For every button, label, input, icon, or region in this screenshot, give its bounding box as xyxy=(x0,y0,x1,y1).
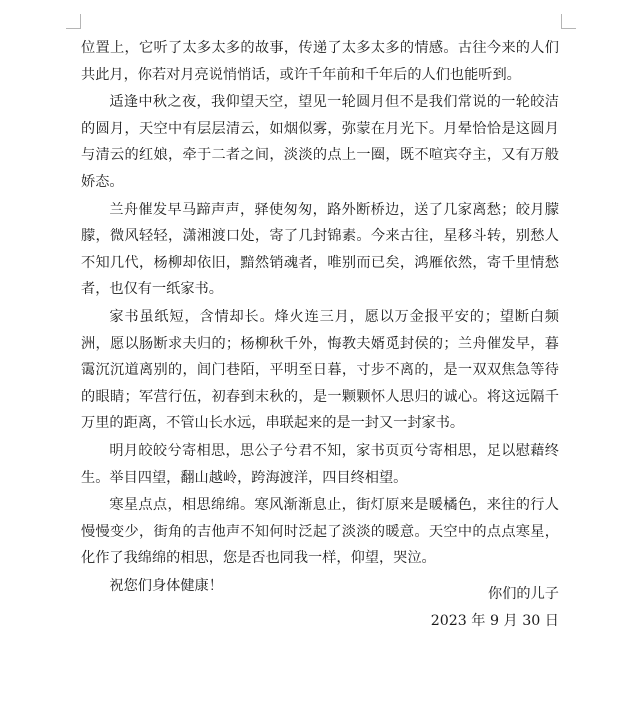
document-body xyxy=(81,35,559,600)
paragraph-1: 位置上，它听了太多太多的故事，传递了太多太多的情感。古往今来的人们共此月，你若对月亮说悄悄话，或许千年前和千年后的人们也能听到。 xyxy=(81,40,559,83)
margin-marker-top-right xyxy=(561,14,576,29)
paragraph-4: 家书虽纸短，含情却长。烽火连三月，愿以万金报平安的；望断白频洲，愿以肠断求夫归的；杨柳秋千外，悔教夫婿觅封侯的；兰舟催发早，暮霭沉沉道离别的，闾门巷陌，平明至日暮，寸步不离的，是一双双焦急等待的眼睛；军营行伍，初春到末秋的，是一颗颗怀人思归的诚心。将这远隔千万里的距离，不管山长水远，串联起来的是一封又一封家书。 xyxy=(81,308,559,432)
signature-date: 2023 年 9 月 30 日 xyxy=(430,612,559,629)
paragraph-6: 寒星点点，相思绵绵。寒风渐渐息止，街灯原来是暖橘色，来往的行人慢慢变少，街角的吉他声不知何时泛起了淡淡的暖意。天空中的点点寒星，化作了我绵绵的相思，您是否也同我一样，仰望，哭泣。 xyxy=(81,497,559,567)
signature-block xyxy=(431,581,559,634)
margin-marker-top-left xyxy=(66,14,81,29)
signature-author: 你们的儿子 xyxy=(488,586,559,602)
paragraph-3: 兰舟催发早马蹄声声，驿使匆匆，路外断桥边，送了几家离愁；皎月朦朦，微风轻轻，潇湘渡口处，寄了几封锦素。今来古往，星移斗转，别愁人不知几代，杨柳却依旧，黯然销魂者，唯别而已矣，鸿雁依然，寄千里情愁者，也仅有一纸家书。 xyxy=(81,201,559,298)
paragraph-closing: 祝您们身体健康！ xyxy=(109,577,223,594)
paragraph-2: 适逢中秋之夜，我仰望天空，望见一轮圆月但不是我们常说的一轮皎洁的圆月，天空中有层层清云，如烟似雾，弥蒙在月光下。月晕恰恰是这圆月与清云的红娘，牵于二者之间，淡淡的点上一圈，既不喧宾夺主，又有万般娇态。 xyxy=(81,94,559,190)
paragraph-5: 明月皎皎兮寄相思，思公子兮君不知，家书页页兮寄相思，足以慰藉终生。举目四望，翻山越岭，跨海渡洋，四目终相望。 xyxy=(81,442,559,486)
